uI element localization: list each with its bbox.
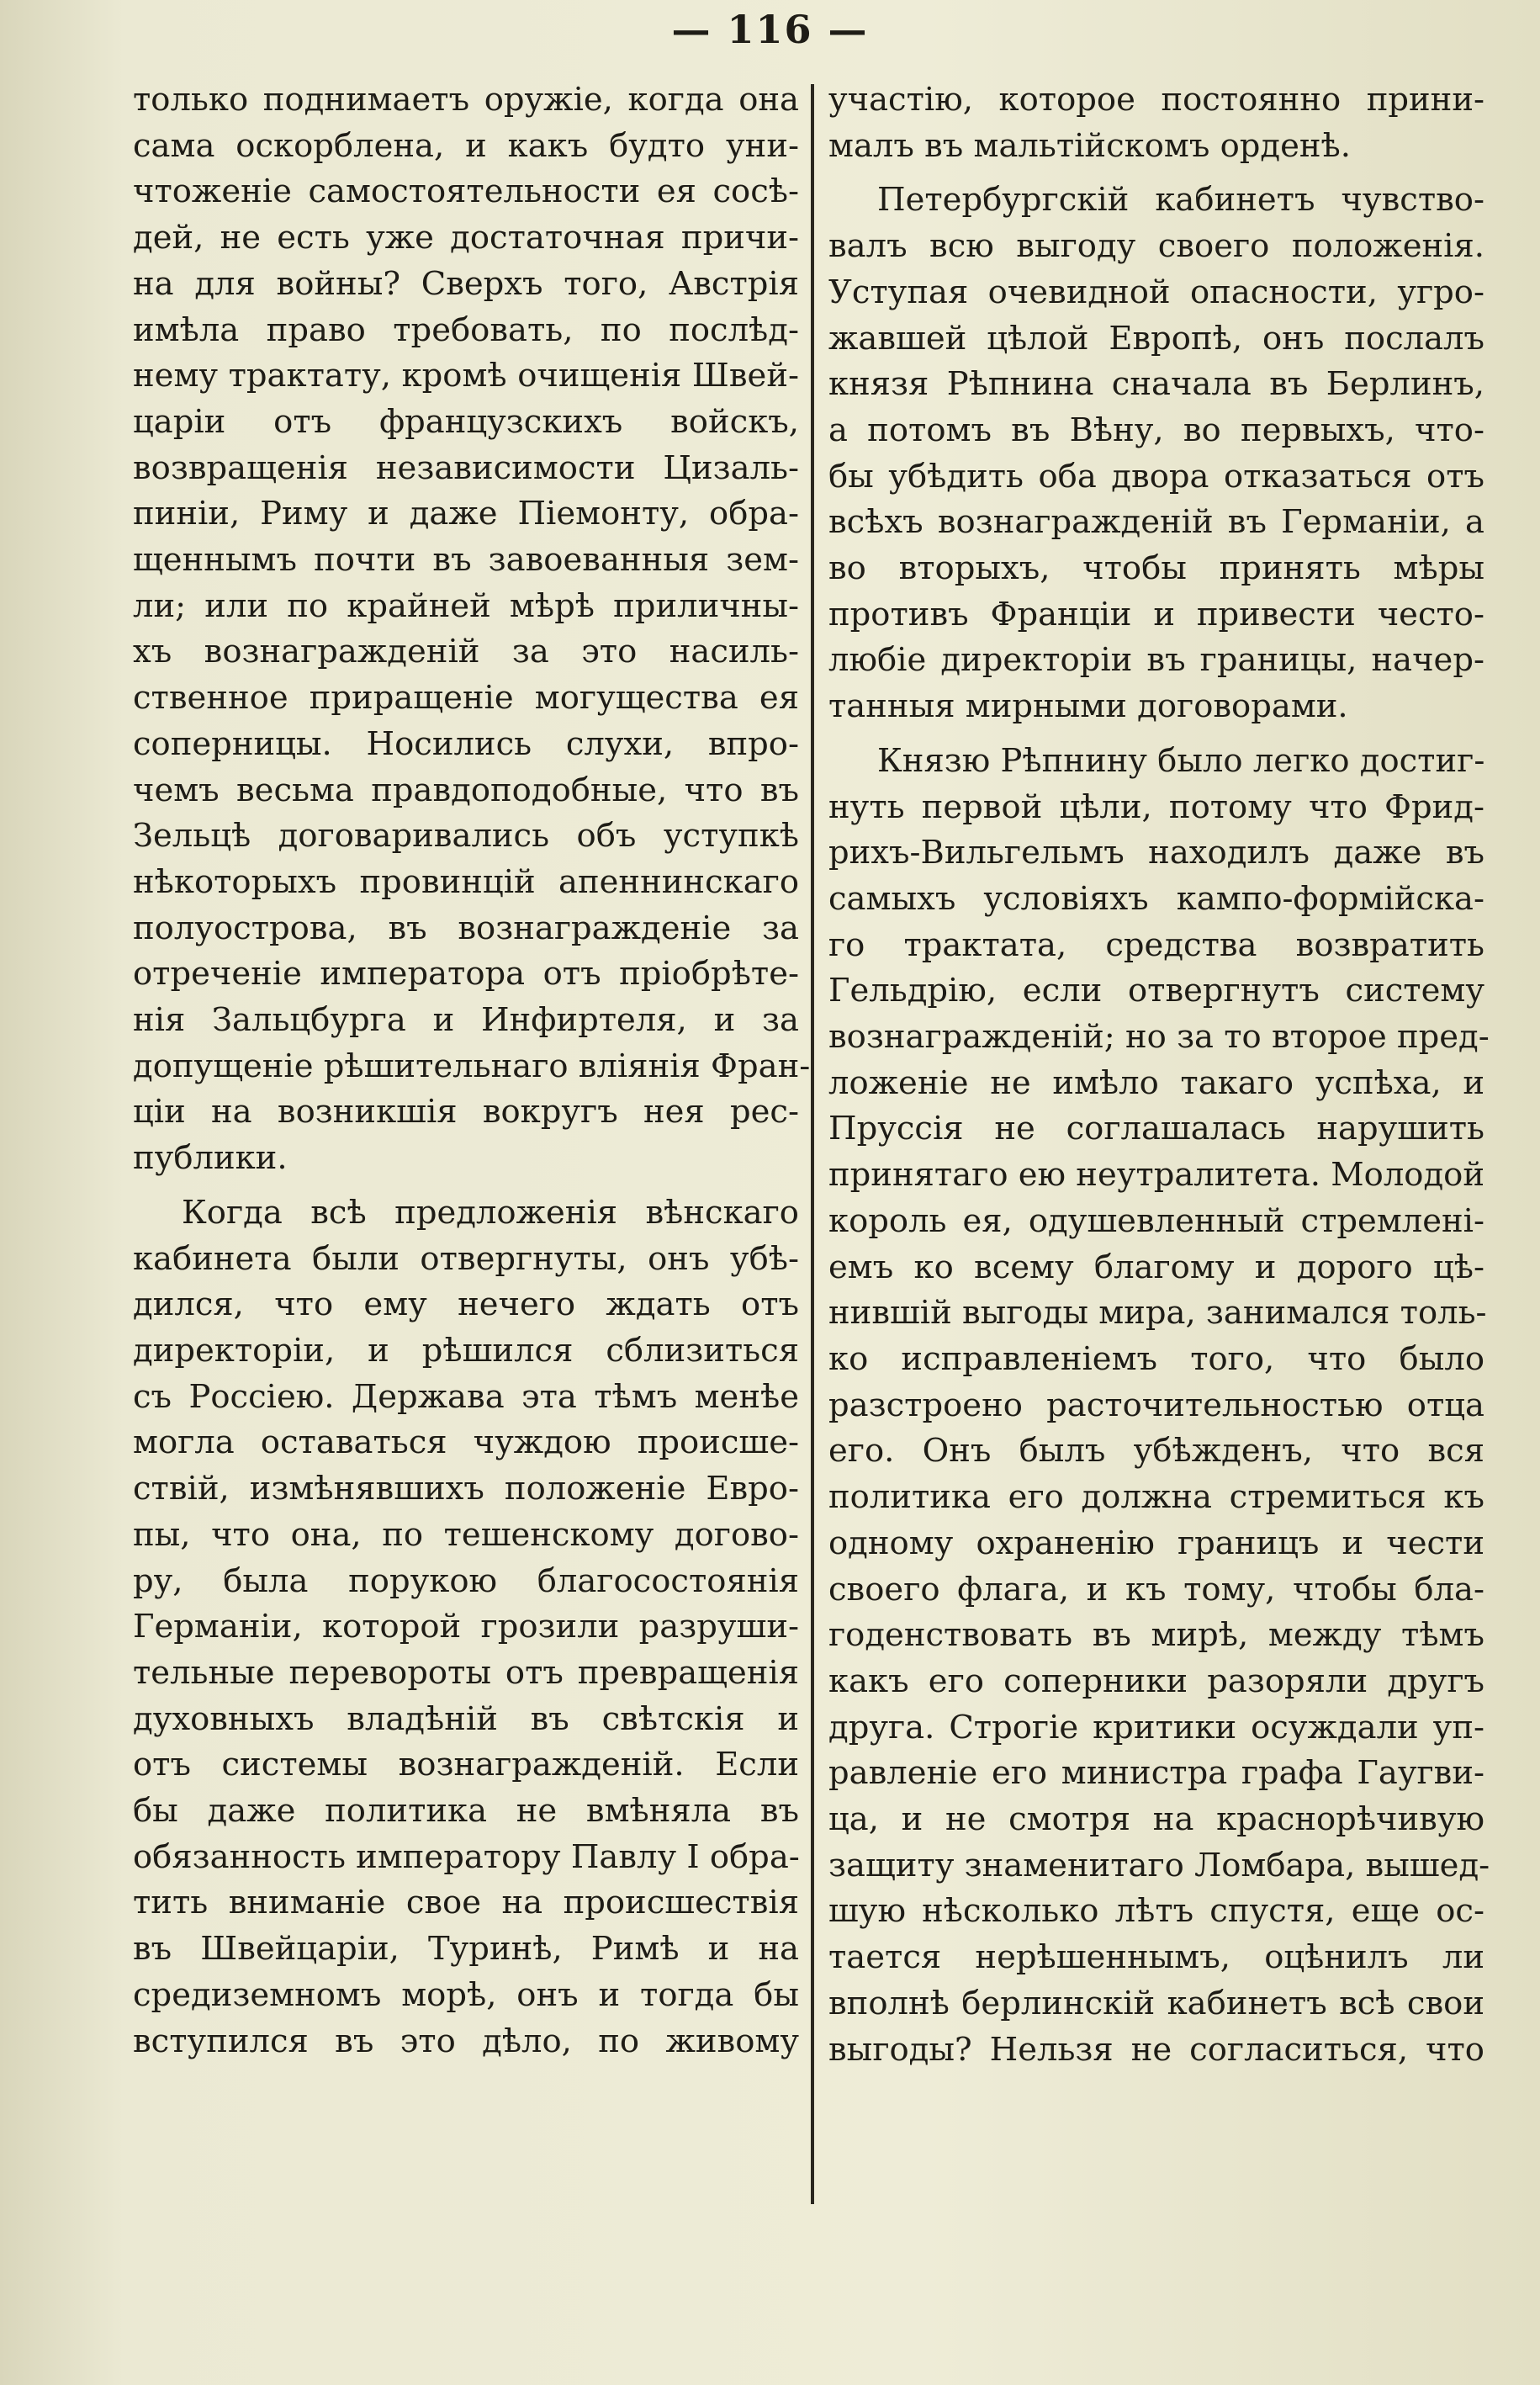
column-divider: [811, 84, 814, 2204]
text-line: рихъ-Вильгельмъ находилъ даже въ: [828, 834, 1484, 872]
text-line: равленіе его министра графа Гаугви-: [828, 1754, 1484, 1793]
text-line: во вторыхъ, чтобы принять мѣры: [828, 549, 1484, 588]
text-line: любіе директоріи въ границы, начер-: [828, 641, 1484, 680]
text-line: дился, что ему нечего ждать отъ: [133, 1285, 799, 1324]
text-line: шую нѣсколько лѣтъ спустя, еще ос-: [828, 1892, 1484, 1931]
text-line: друга. Строгіе критики осуждали уп-: [828, 1708, 1484, 1746]
text-line: король ея, одушевленный стремлені-: [828, 1201, 1484, 1240]
text-line: принятаго ею неутралитета. Молодой: [828, 1156, 1485, 1195]
text-line: ственное приращеніе могущества ея: [133, 679, 799, 718]
text-line: тить вниманіе свое на происшествія: [133, 1884, 799, 1922]
text-line: нуть первой цѣли, потому что Фрид-: [828, 787, 1484, 826]
text-line: отъ системы вознагражденій. Если: [133, 1746, 799, 1784]
text-line: допущеніе рѣшительнаго вліянія Фран-: [133, 1047, 811, 1085]
text-line: сама оскорблена, и какъ будто уни-: [133, 126, 799, 165]
text-line: нившій выгоды мира, занимался толь-: [828, 1294, 1487, 1333]
text-line: съ Россіею. Держава эта тѣмъ менѣе: [133, 1377, 799, 1416]
text-line: дей, не есть уже достаточная причи-: [133, 219, 799, 257]
text-line: ли; или по крайней мѣрѣ приличны-: [133, 586, 799, 625]
text-line: го трактата, средства возвратить: [828, 925, 1484, 964]
text-line: обязанность императору Павлу I обра-: [133, 1837, 800, 1876]
text-line: хъ вознагражденій за это насиль-: [133, 633, 799, 671]
text-line: чтоженіе самостоятельности ея сосѣ-: [133, 172, 799, 211]
text-line: отреченіе императора отъ пріобрѣте-: [133, 955, 799, 994]
text-line: противъ Франціи и привести често-: [828, 595, 1484, 633]
text-line: малъ въ мальтійскомъ орденѣ.: [828, 126, 1352, 165]
text-line: пы, что она, по тешенскому догово-: [133, 1515, 799, 1554]
text-line: какъ его соперники разоряли другъ: [828, 1662, 1484, 1700]
text-line: самыхъ условіяхъ кампо-формійска-: [828, 879, 1484, 918]
text-line: защиту знаменитаго Ломбара, вышед-: [828, 1846, 1490, 1884]
text-line: бы убѣдить оба двора отказаться отъ: [828, 457, 1484, 496]
text-line: вступился въ это дѣло, по живому: [133, 2022, 799, 2060]
text-line: вполнѣ берлинскій кабинетъ всѣ свои: [828, 1984, 1484, 2022]
paragraph: [133, 77, 811, 1182]
text-line: въ Швейцаріи, Туринѣ, Римѣ и на: [133, 1930, 799, 1969]
text-line: директоріи, и рѣшился сблизиться: [133, 1331, 799, 1370]
text-line: царіи отъ французскихъ войскъ,: [133, 402, 799, 441]
text-line: своего флага, и къ тому, чтобы бла-: [828, 1570, 1484, 1609]
paragraph: [828, 739, 1490, 2073]
text-line: Когда всѣ предложенія вѣнскаго: [182, 1193, 799, 1232]
text-line: на для войны? Сверхъ того, Австрія: [133, 264, 799, 303]
text-line: публики.: [133, 1139, 288, 1178]
paragraph: [828, 178, 1484, 729]
text-line: тельные перевороты отъ превращенія: [133, 1653, 799, 1692]
text-line: тается нерѣшеннымъ, оцѣнилъ ли: [828, 1938, 1484, 1977]
text-line: ру, была порукою благосостоянія: [133, 1561, 799, 1600]
text-line: Гельдрію, если отвергнутъ систему: [828, 972, 1484, 1010]
text-line: средиземномъ морѣ, онъ и тогда бы: [133, 1975, 799, 2014]
text-line: Уступая очевидной опасности, угро-: [828, 273, 1484, 311]
text-line: нія Зальцбурга и Инфиртеля, и за: [133, 1001, 799, 1040]
text-line: валъ всю выгоду своего положенія.: [828, 227, 1484, 266]
text-line: жавшей цѣлой Европѣ, онъ послалъ: [828, 319, 1484, 358]
text-line: духовныхъ владѣній въ свѣтскія и: [133, 1699, 799, 1738]
text-line: ложеніе не имѣло такаго успѣха, и: [828, 1063, 1484, 1102]
text-line: чемъ весьма правдоподобные, что въ: [133, 771, 799, 809]
page-number: — 116 —: [671, 7, 869, 52]
paragraph: [133, 1190, 799, 2064]
right-column: [828, 77, 1490, 2081]
text-line: его. Онъ былъ убѣжденъ, что вся: [828, 1432, 1484, 1471]
text-line: только поднимаетъ оружіе, когда она: [133, 81, 799, 119]
text-line: выгоды? Нельзя не согласиться, что: [828, 2030, 1484, 2069]
text-line: участію, которое постоянно прини-: [828, 81, 1484, 119]
text-line: ко исправленіемъ того, что было: [828, 1339, 1484, 1378]
text-line: полуострова, въ вознагражденіе за: [133, 909, 799, 947]
text-line: нѣкоторыхъ провинцій апеннинскаго: [133, 862, 799, 901]
text-line: Германіи, которой грозили разруши-: [133, 1608, 799, 1646]
text-line: а потомъ въ Вѣну, во первыхъ, что-: [828, 411, 1484, 449]
text-line: ца, и не смотря на краснорѣчивую: [828, 1800, 1484, 1839]
text-line: имѣла право требовать, по послѣд-: [133, 310, 799, 349]
left-column: [133, 77, 811, 2073]
text-line: соперницы. Носились слухи, впро-: [133, 724, 799, 763]
text-line: Петербургскій кабинетъ чувство-: [877, 181, 1484, 220]
text-line: Пруссія не соглашалась нарушить: [828, 1110, 1484, 1148]
text-line: годенствовать въ мирѣ, между тѣмъ: [828, 1616, 1484, 1655]
text-line: нему трактату, кромѣ очищенія Швей-: [133, 357, 799, 395]
text-line: пиніи, Риму и даже Піемонту, обра-: [133, 495, 799, 533]
text-line: князя Рѣпнина сначала въ Берлинъ,: [828, 365, 1484, 404]
text-line: возвращенія независимости Цизаль-: [133, 448, 799, 487]
text-line: емъ ко всему благому и дорого цѣ-: [828, 1248, 1484, 1286]
text-line: всѣхъ вознагражденій въ Германіи, а: [828, 503, 1484, 542]
text-line: кабинета были отвергнуты, онъ убѣ-: [133, 1239, 799, 1278]
text-line: Князю Рѣпнину было легко достиг-: [877, 741, 1485, 780]
text-line: вознагражденій; но за то второе пред-: [828, 1018, 1490, 1057]
text-line: щеннымъ почти въ завоеванныя зем-: [133, 541, 799, 580]
text-line: бы даже политика не вмѣняла въ: [133, 1792, 799, 1831]
text-line: танныя мирными договорами.: [828, 687, 1348, 726]
text-line: ціи на возникшія вокругъ нея рес-: [133, 1093, 799, 1132]
text-line: разстроено расточительностью отца: [828, 1386, 1484, 1424]
text-line: политика его должна стремиться къ: [828, 1478, 1484, 1517]
text-line: ствій, измѣнявшихъ положеніе Евро-: [133, 1470, 799, 1508]
text-line: могла оставаться чуждою происше-: [133, 1423, 799, 1462]
text-line: Зельцѣ договаривались объ уступкѣ: [133, 817, 799, 856]
text-line: одному охраненію границъ и чести: [828, 1524, 1484, 1562]
paragraph: [828, 77, 1484, 169]
